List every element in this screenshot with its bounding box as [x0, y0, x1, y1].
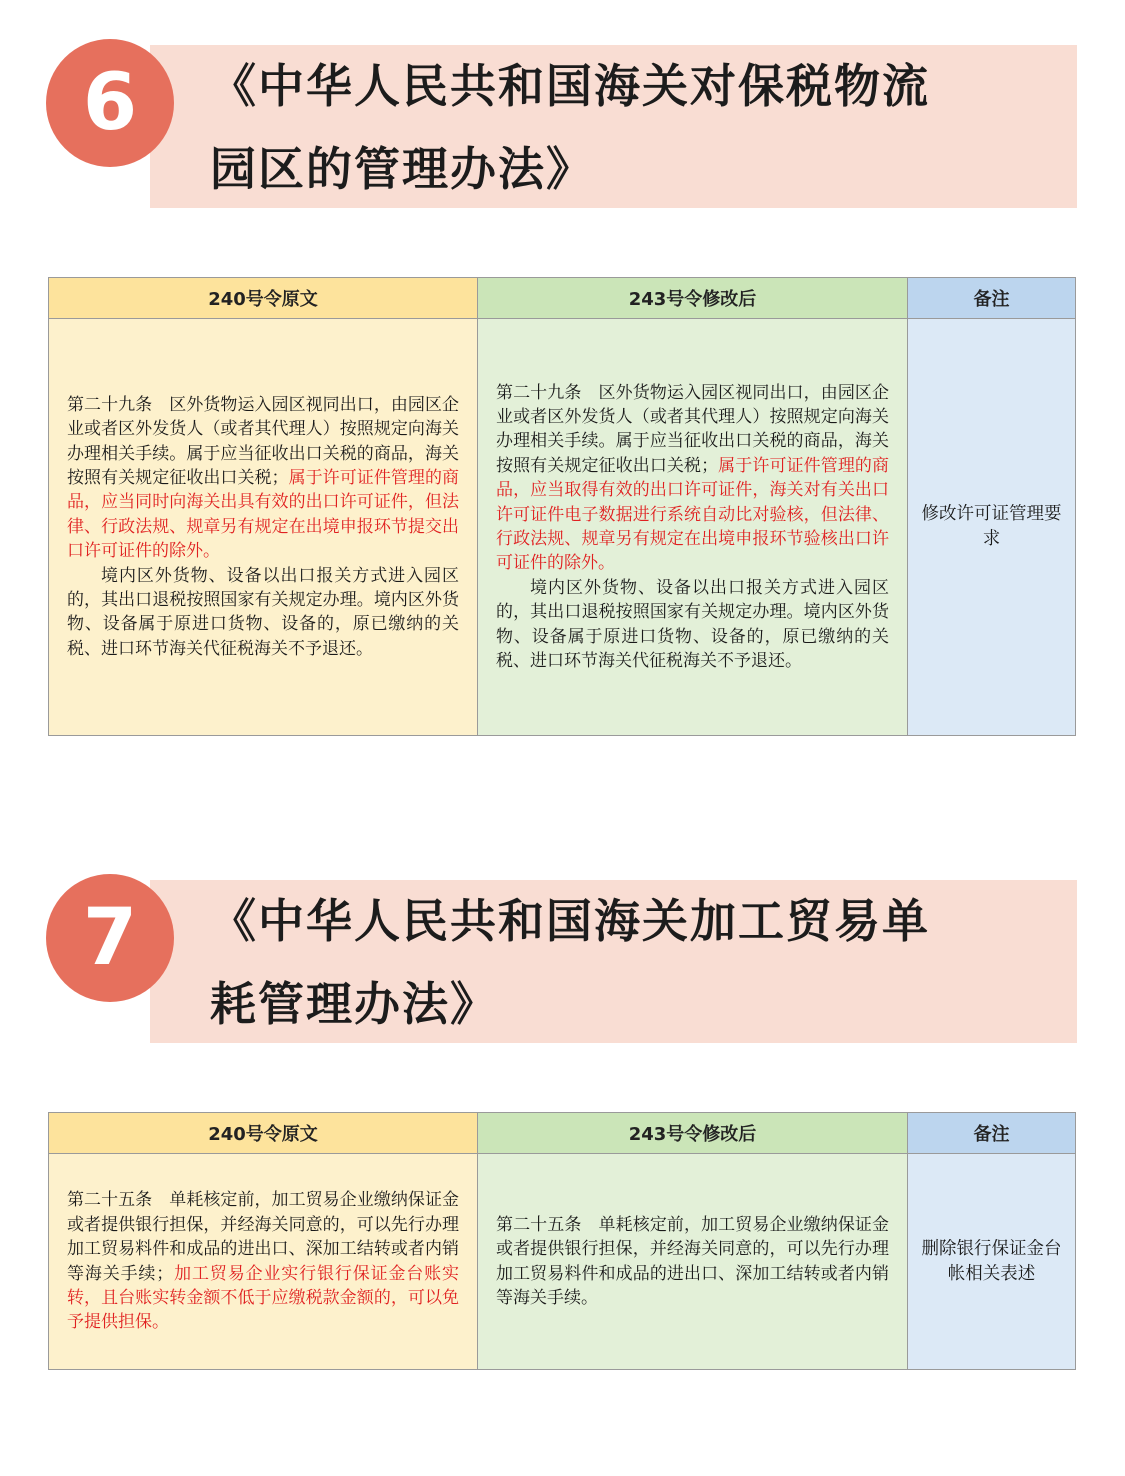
original-text-normal: 第二十五条 单耗核定前，加工贸易企业缴纳保证金或者提供银行担保，并经海关同意的，可以先行办理加工贸易料件和成品的进出口、深加工结转或者内销等海关手续；	[67, 1190, 459, 1284]
table-body-row	[49, 319, 1075, 735]
header-revised: 243号令修改后	[478, 1113, 908, 1153]
section-7-comparison-table	[48, 1112, 1076, 1370]
original-text-highlight: 属于许可证件管理的商品，应当同时向海关出具有效的出口许可证件，但法律、行政法规、规章另有规定在出境申报环节提交出口许可证件的除外。	[67, 467, 460, 562]
section-7-title-line2: 耗管理办法》	[210, 977, 498, 1031]
header-revised: 243号令修改后	[478, 278, 908, 318]
revised-text-paragraph2: 境内区外货物、设备以出口报关方式进入园区的，其出口退税按照国家有关规定办理。境内区外货物、设备属于原进口货物、设备的，原已缴纳的关税、进口环节海关代征税海关不予退还。	[496, 577, 889, 672]
section-6-title-line1: 《中华人民共和国海关对保税物流	[210, 59, 930, 113]
table-header-row	[49, 1113, 1075, 1154]
section-6-title	[210, 45, 1050, 211]
revised-text-normal: 第二十五条 单耗核定前，加工贸易企业缴纳保证金或者提供银行担保，并经海关同意的，可以先行办理加工贸易料件和成品的进出口、深加工结转或者内销等海关手续。	[496, 1214, 889, 1308]
revised-text-normal: 第二十九条 区外货物运入园区视同出口，由园区企业或者区外发货人（或者其代理人）按照规定向海关办理相关手续。属于应当征收出口关税的商品，海关按照有关规定征收出口关税；	[496, 382, 889, 476]
revised-text-cell	[478, 1154, 908, 1369]
section-6-title-line2: 园区的管理办法》	[210, 142, 594, 196]
revised-text-highlight: 属于许可证件管理的商品，应当取得有效的出口许可证件，海关对有关出口许可证件电子数据进行系统自动比对验核，但法律、行政法规、规章另有规定在出境申报环节验核出口许可证件的除外。	[496, 455, 890, 574]
section-7-title	[210, 880, 1050, 1046]
note-cell	[908, 1154, 1075, 1369]
header-original: 240号令原文	[49, 278, 478, 318]
original-text-paragraph2: 境内区外货物、设备以出口报关方式进入园区的，其出口退税按照国家有关规定办理。境内区外货物、设备属于原进口货物、设备的，原已缴纳的关税、进口环节海关代征税海关不予退还。	[67, 565, 459, 659]
header-note: 备注	[908, 278, 1075, 318]
note-text: 修改许可证管理要求	[921, 504, 1062, 549]
section-6-comparison-table	[48, 277, 1076, 736]
header-note: 备注	[908, 1113, 1075, 1153]
header-original: 240号令原文	[49, 1113, 478, 1153]
revised-text-cell	[478, 319, 908, 735]
original-text-cell	[49, 319, 478, 735]
original-text-highlight: 加工贸易企业实行银行保证金台账实转，且台账实转金额不低于应缴税款金额的，可以免予提供担保。	[67, 1263, 460, 1333]
note-text: 删除银行保证金台帐相关表述	[921, 1238, 1062, 1284]
table-body-row	[49, 1154, 1075, 1369]
original-text-normal: 第二十九条 区外货物运入园区视同出口，由园区企业或者区外发货人（或者其代理人）按照规定向海关办理相关手续。属于应当征收出口关税的商品，海关按照有关规定征收出口关税；	[67, 394, 459, 488]
section-7-title-line1: 《中华人民共和国海关加工贸易单	[210, 894, 930, 948]
original-text-cell	[49, 1154, 478, 1369]
note-cell	[908, 319, 1075, 735]
section-7-number-badge: 7	[46, 874, 174, 1002]
section-6-number-badge: 6	[46, 39, 174, 167]
table-header-row	[49, 278, 1075, 319]
